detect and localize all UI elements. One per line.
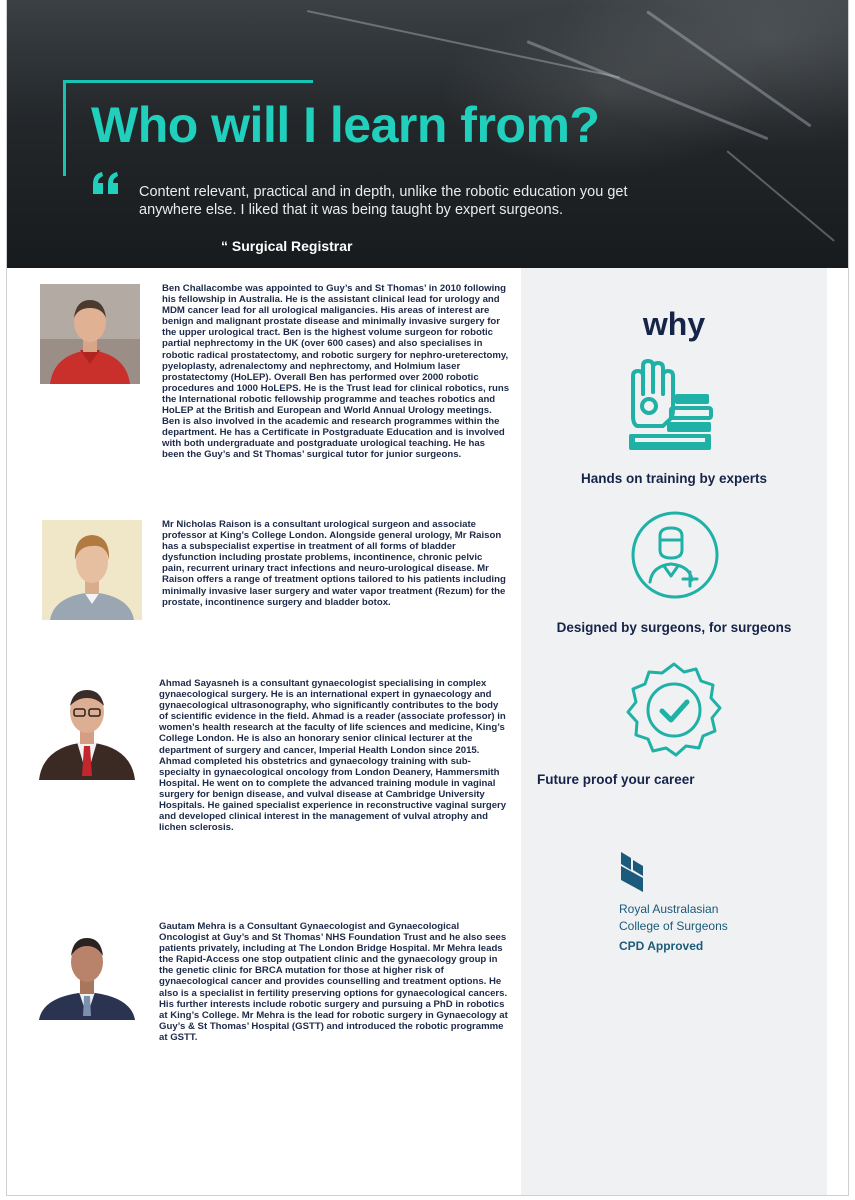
bio-ahmad-sayasneh: Ahmad Sayasneh is a consultant gynaecologist specialising in complex gynaecological surgery. He is an international expert in gynaecology and gynaecological ultrasonography, who significantly contributes to the body of scientific evidence in the field. Ahmad is a reader (associate professor) in women’s health research at the faculty of life sciences and medicine, King’s College London. He is also an honorary senior clinical lecturer at the department of surgery and cancer, Imperial Health London since 2015. Ahmad completed his obstetrics and gynaecology training with sub-specialty in gynaecological oncology from London Deanery, Hammersmith Hospital. He went on to complete the advanced training module in vaginal surgery for benign disease, and vulval disease at Cambridge University Hospitals. He gained specialist experience in reconstructive vaginal surgery and developed clinical interest in the management of vulval atrophy and lichen sclerosis.	[159, 678, 507, 834]
bio-gautam-mehra: Gautam Mehra is a Consultant Gynaecologist and Gynaecological Oncologist at Guy’s and St Thomas’ NHS Foundation Trust and he also sees patients privately, including at The London Bridge Hospital. Mr Mehra leads the Rapid-Access one stop outpatient clinic and the gynaecology group in the genetic clinic for BRCA mutation for those at higher risk of gynaecological cancer and provides counselling and treatment options. He also is a specialist in fertility preserving options for gynaecological cancers. His further interests include robotic surgery and pursuing a PhD in robotics at King’s College. Mr Mehra is the lead for robotic surgery in Gynaecology at Guy’s & St Thomas’ Hospital (GSTT) and introduced the robotic programme at GSTT.	[159, 921, 508, 1043]
bio-nicholas-raison: Mr Nicholas Raison is a consultant urological surgeon and associate professor at King’s College London. Alongside general urology, Mr Raison has a subspecialist expertise in treatment of all forms of bladder dysfunction including prostate problems, incontinence, chronic pelvic pain, recurrent urinary tract infections and neuro-urological disease. Mr Raison offers a range of treatment options tailored to his patients including minimally invasive laser surgery and water vapor treatment (Rezum) for the prostate, incontinence surgery and bladder botox.	[162, 519, 506, 608]
decor-streak	[726, 150, 835, 242]
hand-books-icon	[623, 354, 717, 454]
title-bracket	[63, 80, 313, 83]
hero-banner	[7, 0, 849, 268]
surgeon-plus-icon	[628, 508, 722, 602]
decor-streak	[307, 10, 620, 78]
page-title: Who will I learn from?	[91, 97, 600, 153]
cpd-approved-label: CPD Approved	[619, 939, 704, 953]
quote-icon	[91, 168, 121, 198]
decor-streak	[646, 10, 812, 127]
portrait-nicholas-raison	[42, 520, 142, 620]
badge-check-icon	[624, 660, 724, 760]
why-heading: why	[642, 306, 706, 342]
racs-logo-icon	[617, 850, 647, 894]
testimonial-author: “ Surgical Registrar	[221, 238, 353, 254]
portrait-ben-challacombe	[40, 284, 140, 384]
brochure-page	[6, 0, 849, 1196]
portrait-ahmad-sayasneh	[37, 680, 137, 780]
testimonial-quote: Content relevant, practical and in depth, unlike the robotic education you get anywhere else. I liked that it was being taught by expert surgeons.	[139, 184, 628, 218]
why-item-label: Hands on training by experts	[580, 471, 768, 486]
title-bracket	[63, 80, 66, 176]
portrait-gautam-mehra	[37, 920, 137, 1020]
why-item-label: Designed by surgeons, for surgeons	[556, 620, 792, 635]
racs-name-line2: College of Surgeons	[619, 919, 728, 933]
why-sidebar	[521, 268, 827, 1196]
why-item-label: Future proof your career	[537, 772, 695, 787]
racs-name-line1: Royal Australasian	[619, 902, 719, 916]
bio-ben-challacombe: Ben Challacombe was appointed to Guy’s and St Thomas’ in 2010 following his fellowship in Australia. He is the assistant clinical lead for urology and MDM cancer lead for all urological maligancies. His areas of interest are benign and malignant prostate disease and minimally invasive surgery for the upper urological tract. Ben is the highest volume surgeon for robotic partial nephrectomy in the UK (over 600 cases) and also specialises in robotic radical prostatectomy, and robotic surgery for nephro-ureterectomy, pyeloplasty, adrenalectomy and nephrectomy, and Holmium laser prostatectomy (HoLEP). Overall Ben has performed over 2000 robotic procedures and 1000 HoLEPS. He is the Trust lead for clinical robotics, runs the International robotic fellowship programme and teaches robotics and HoLEP at the British and European and World Annual Urology meetings. Ben is also involved in the academic and research programmes within the department. He has a Certificate in Postgraduate Education and is involved with both undergraduate and postgraduate urological teaching. He has been the Guy’s and St Thomas’ surgical tutor for junior surgeons.	[162, 283, 510, 461]
